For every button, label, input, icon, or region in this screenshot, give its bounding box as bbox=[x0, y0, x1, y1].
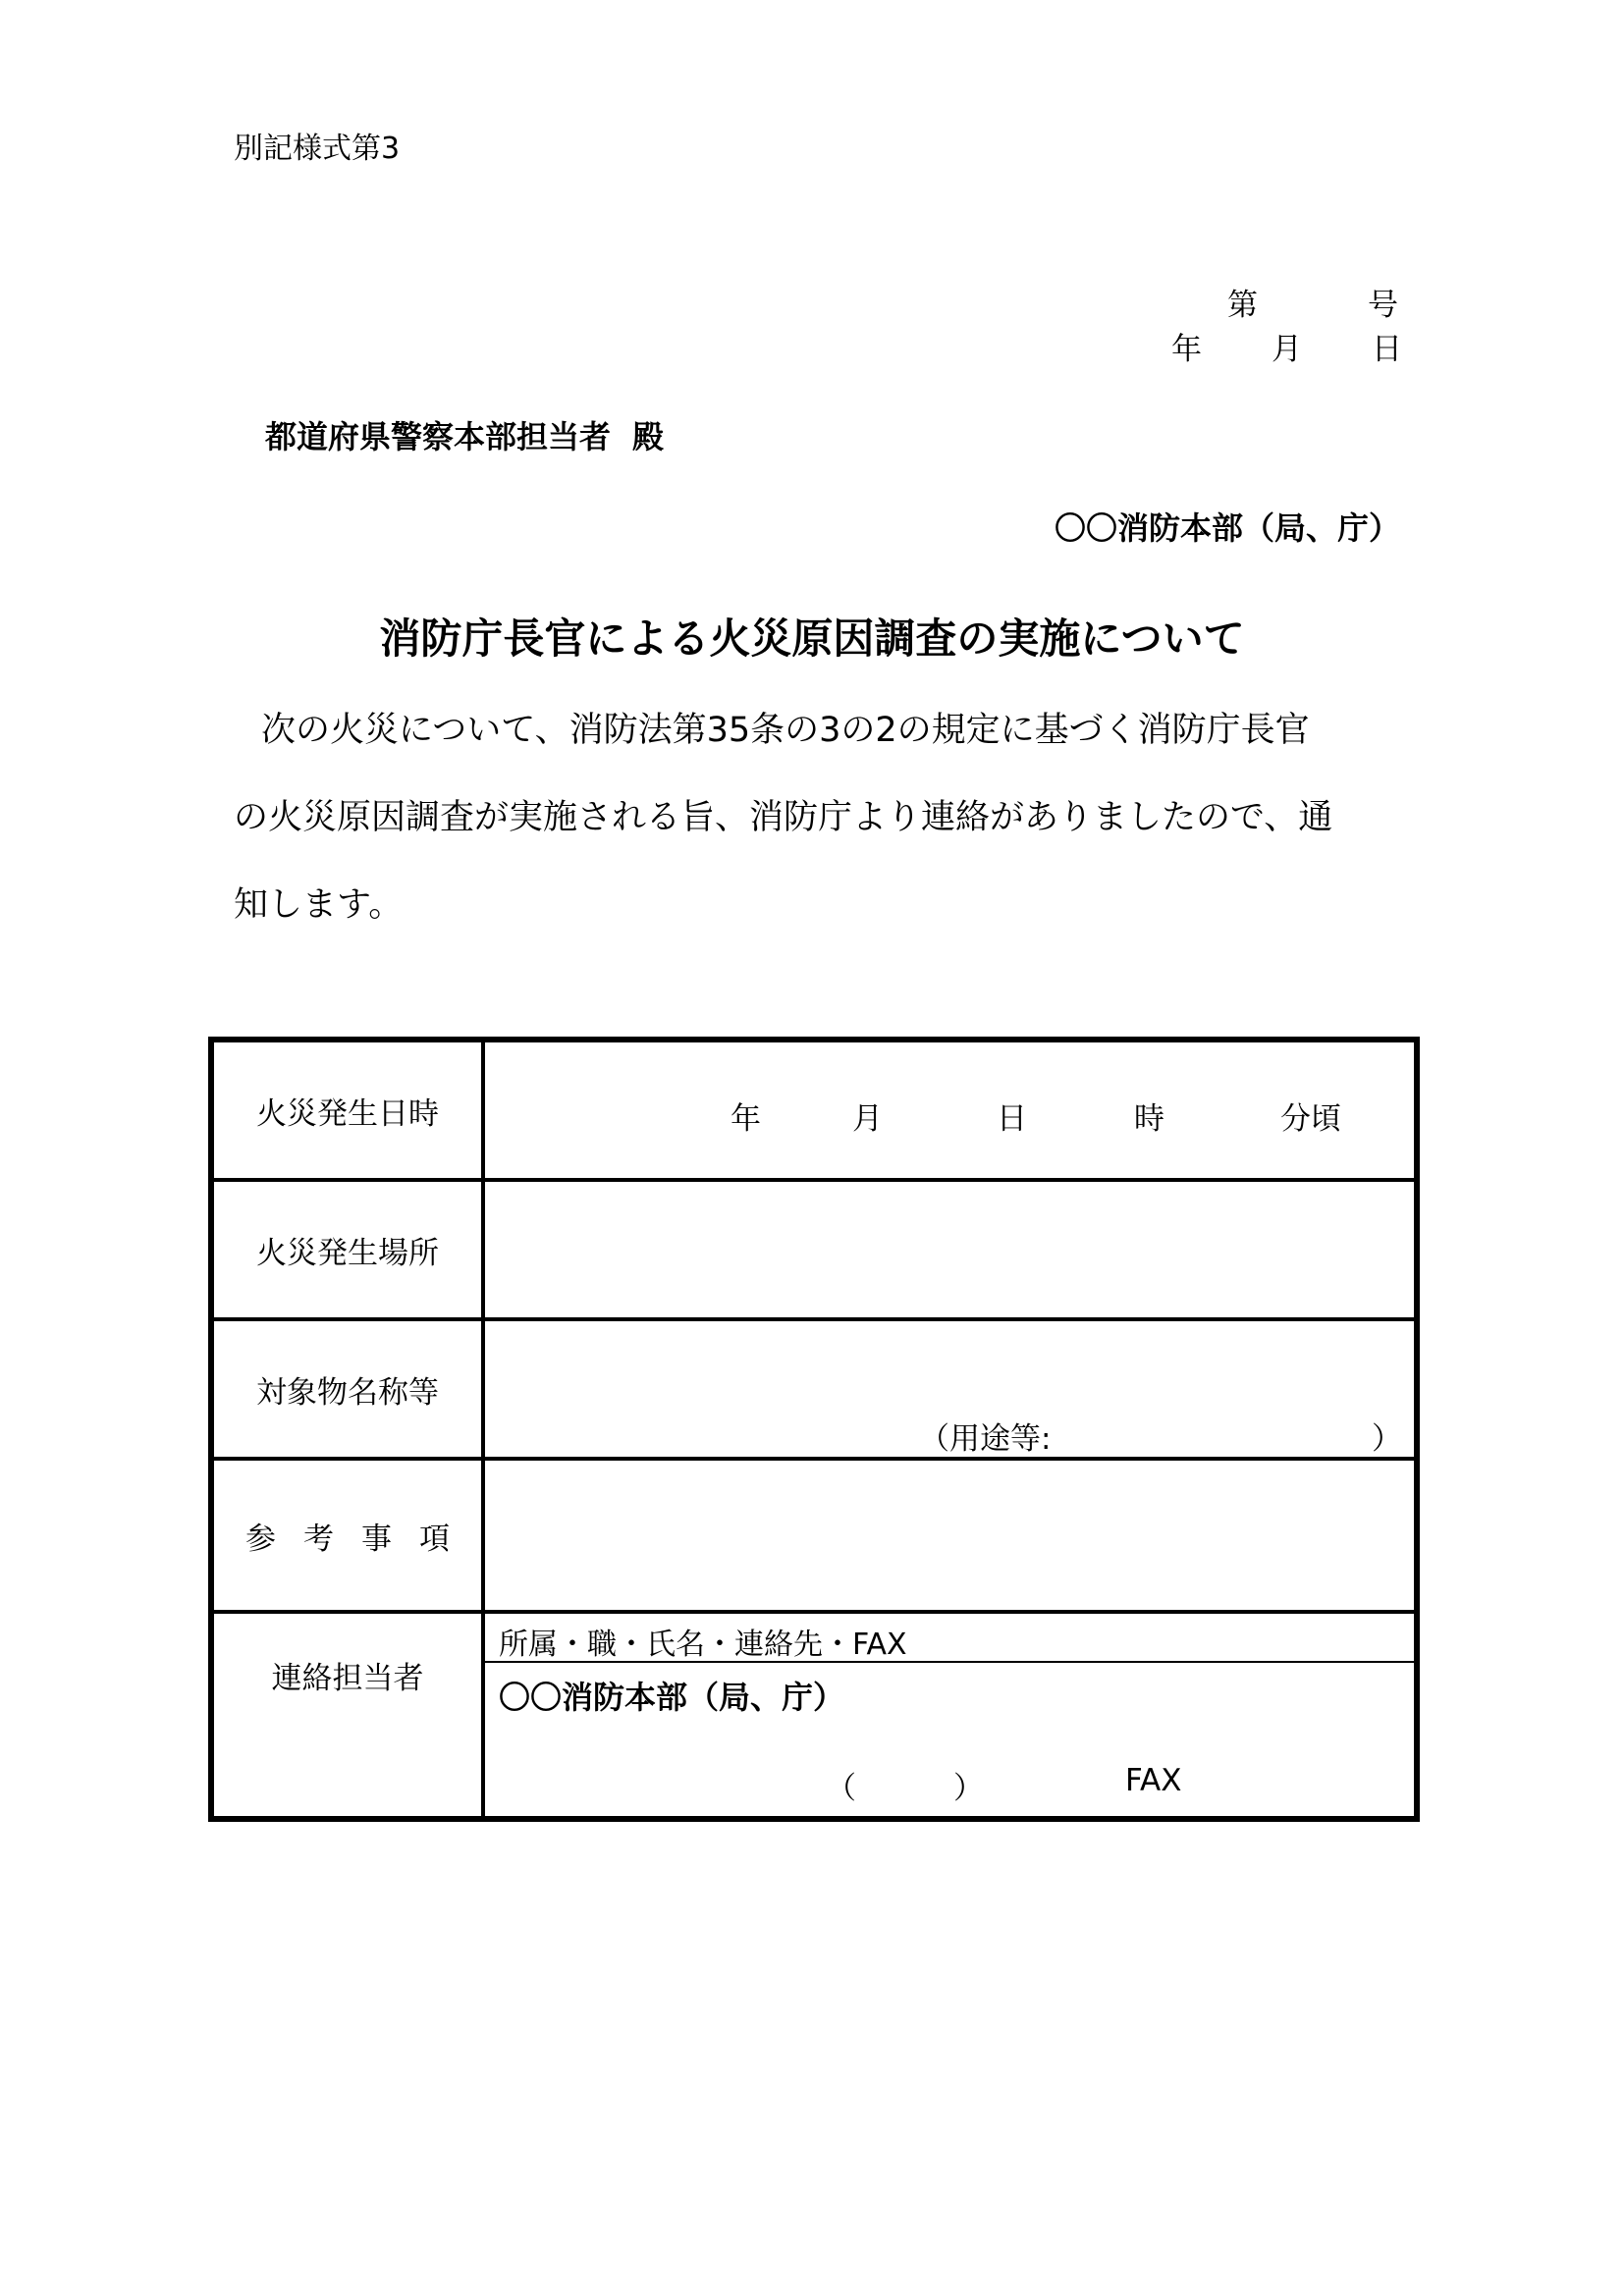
body-line-1: 次の火災について、消防法第35条の3の2の規定に基づく消防庁長官 bbox=[261, 711, 1310, 750]
usage-close-paren: ） bbox=[1372, 1421, 1402, 1457]
contact-header-text: 所属・職・氏名・連絡先・FAX bbox=[499, 1628, 907, 1662]
row-fire-datetime bbox=[212, 1041, 1416, 1180]
value-reference[interactable] bbox=[483, 1459, 1416, 1612]
row-contact bbox=[212, 1612, 1416, 1818]
addressee-name: 都道府県警察本部担当者 bbox=[265, 418, 612, 455]
row-reference bbox=[212, 1459, 1416, 1612]
form-id: 別記様式第3 bbox=[234, 132, 401, 166]
value-fire-location[interactable] bbox=[483, 1180, 1416, 1319]
datetime-month-label: 月 bbox=[852, 1101, 883, 1137]
doc-number-suffix: 号 bbox=[1368, 288, 1398, 323]
label-object-name: 対象物名称等 bbox=[212, 1319, 483, 1459]
value-object-name[interactable] bbox=[483, 1319, 1416, 1459]
date-day-label: 日 bbox=[1372, 332, 1402, 367]
datetime-day-label: 日 bbox=[997, 1101, 1027, 1137]
contact-header bbox=[485, 1614, 1414, 1663]
date-year-label: 年 bbox=[1171, 332, 1202, 367]
document-title: 消防庁長官による火災原因調査の実施について bbox=[379, 614, 1245, 663]
value-contact[interactable] bbox=[483, 1612, 1416, 1818]
datetime-minute-label: 分頃 bbox=[1280, 1101, 1341, 1137]
incident-form-table bbox=[208, 1037, 1420, 1822]
body-line-3: 知します。 bbox=[234, 885, 404, 925]
doc-number-prefix: 第 bbox=[1227, 288, 1258, 323]
label-contact: 連絡担当者 bbox=[212, 1612, 483, 1818]
row-fire-location bbox=[212, 1180, 1416, 1319]
incident-table bbox=[208, 1037, 1420, 1814]
body-line-2: の火災原因調査が実施される旨、消防庁より連絡がありましたので、通 bbox=[234, 798, 1333, 837]
addressee-suffix: 殿 bbox=[632, 418, 665, 455]
contact-phone-open: （ bbox=[826, 1771, 856, 1806]
contact-phone-close: ） bbox=[953, 1771, 984, 1806]
value-fire-datetime[interactable] bbox=[483, 1041, 1416, 1180]
contact-org: 〇〇消防本部（局、庁） bbox=[499, 1679, 845, 1716]
label-reference: 参考事項 bbox=[212, 1459, 483, 1612]
addressee bbox=[265, 412, 664, 457]
row-object-name bbox=[212, 1319, 1416, 1459]
label-fire-datetime: 火災発生日時 bbox=[212, 1041, 483, 1180]
usage-open-label: （用途等: bbox=[919, 1421, 1052, 1457]
datetime-year-label: 年 bbox=[731, 1101, 761, 1137]
label-fire-location: 火災発生場所 bbox=[212, 1180, 483, 1319]
contact-fax-label: FAX bbox=[1125, 1763, 1182, 1798]
sender: 〇〇消防本部（局、庁） bbox=[1054, 509, 1400, 547]
datetime-hour-label: 時 bbox=[1134, 1101, 1164, 1137]
date-month-label: 月 bbox=[1272, 332, 1302, 367]
